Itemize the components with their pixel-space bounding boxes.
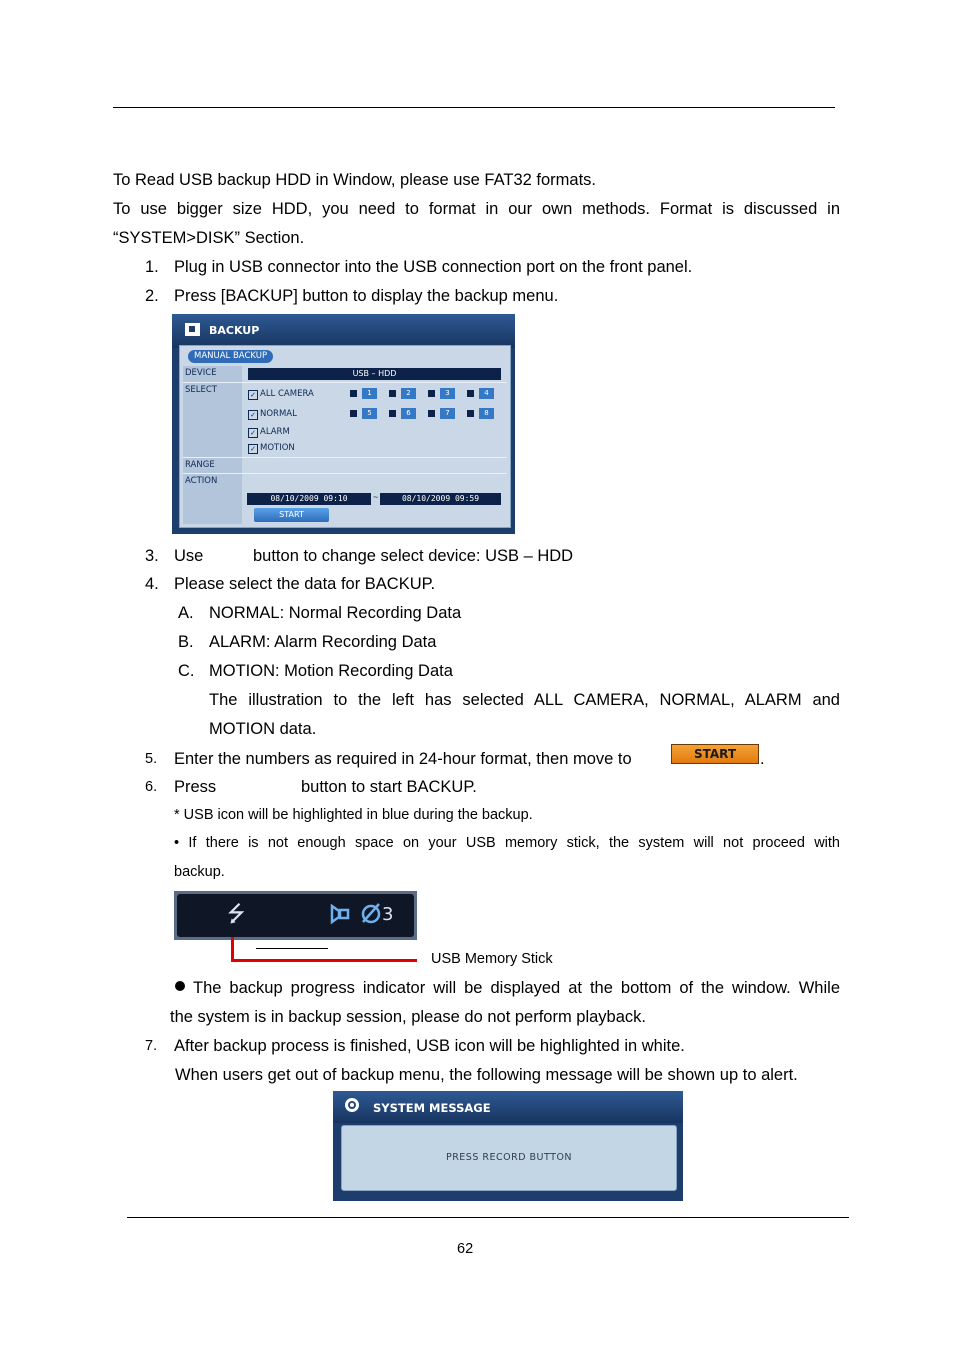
alarm-icon (359, 900, 383, 932)
alarm-glyph (359, 900, 383, 926)
header-rule (113, 107, 835, 108)
checkbox-square (428, 390, 435, 397)
step-5-text: Enter the numbers as required in 24-hour format, then move to (174, 750, 632, 768)
camera-7-toggle[interactable] (428, 408, 455, 419)
sub-item-a-text: NORMAL: Normal Recording Data (209, 604, 462, 622)
all-camera-label: ALL CAMERA (260, 389, 314, 399)
intro-line-2b: “SYSTEM>DISK” Section. (113, 229, 305, 247)
step-1-number: 1. (145, 258, 159, 276)
system-message-text: PRESS RECORD BUTTON (445, 1152, 573, 1163)
step-4-text: Please select the data for BACKUP. (174, 575, 436, 593)
system-message-screenshot (333, 1091, 683, 1201)
camera-2-toggle[interactable] (389, 388, 416, 399)
speaker-glyph (330, 902, 352, 926)
alarm-label: ALARM (260, 427, 290, 437)
check-icon: ✓ (248, 428, 258, 438)
motion-label: MOTION (260, 443, 295, 453)
divider (183, 457, 507, 458)
manual-backup-tab[interactable]: MANUAL BACKUP (188, 350, 273, 363)
check-icon: ✓ (248, 390, 258, 400)
check-icon: ✓ (248, 410, 258, 420)
usb-icon: ⭍ (227, 901, 246, 926)
checkbox-square (350, 390, 357, 397)
step-7-text: After backup process is finished, USB icon will be highlighted in white. (174, 1037, 685, 1055)
camera-number: 4 (479, 388, 494, 399)
divider (183, 382, 507, 383)
camera-4-toggle[interactable] (467, 388, 494, 399)
step-4-number: 4. (145, 575, 159, 593)
bullet-dot (175, 981, 185, 991)
note-usb-blue: * USB icon will be highlighted in blue during the backup. (174, 807, 533, 823)
step-5-period: . (760, 750, 765, 768)
normal-label: NORMAL (260, 409, 297, 419)
checkbox-square (428, 410, 435, 417)
camera-number: 1 (362, 388, 377, 399)
step-1-text: Plug in USB connector into the USB connection port on the front panel. (174, 258, 693, 276)
step-3-number: 3. (145, 547, 159, 565)
sub-item-c-text: MOTION: Motion Recording Data (209, 662, 453, 680)
sub-item-a-letter: A. (178, 604, 194, 622)
range-separator: ~ (373, 492, 379, 502)
step-6-text-b: button to start BACKUP. (301, 778, 477, 796)
step-2-text: Press [BACKUP] button to display the backup menu. (174, 287, 559, 305)
callout-underline (256, 948, 328, 949)
check-icon: ✓ (248, 444, 258, 454)
status-bar-screenshot (174, 891, 417, 940)
motion-checkbox[interactable] (248, 443, 295, 454)
all-camera-checkbox[interactable] (248, 389, 314, 400)
backup-start-button[interactable]: START (254, 508, 329, 522)
speaker-icon (330, 902, 352, 932)
backup-icon (185, 323, 200, 336)
step-7-number: 7. (145, 1038, 158, 1054)
system-message-title-bar (333, 1091, 683, 1123)
step-3-text: Use (174, 547, 204, 565)
checkbox-square (389, 410, 396, 417)
camera-1-toggle[interactable] (350, 388, 377, 399)
system-message-title: SYSTEM MESSAGE (373, 1101, 491, 1115)
footer-rule (127, 1217, 849, 1218)
camera-number: 2 (401, 388, 416, 399)
status-bar-inner (177, 894, 414, 937)
backup-title-bar (172, 314, 515, 348)
callout-label: USB Memory Stick (431, 951, 553, 967)
sub-item-b-text: ALARM: Alarm Recording Data (209, 633, 437, 651)
backup-panel (179, 345, 511, 528)
backup-menu-screenshot (172, 314, 515, 534)
alarm-count: 3 (382, 904, 394, 925)
record-icon (345, 1098, 359, 1112)
alarm-checkbox[interactable] (248, 427, 290, 438)
camera-number: 5 (362, 408, 377, 419)
select-label: SELECT (185, 385, 217, 395)
bullet-line-2: the system is in backup session, please do not perform playback. (170, 1008, 646, 1026)
action-label: ACTION (185, 476, 218, 486)
illustration-note-b: MOTION data. (209, 720, 317, 738)
device-select[interactable]: USB – HDD (248, 368, 501, 380)
checkbox-square (389, 390, 396, 397)
camera-number: 8 (479, 408, 494, 419)
intro-line-2a: To use bigger size HDD, you need to format in our own methods. Format is discussed in (113, 200, 840, 218)
camera-3-toggle[interactable] (428, 388, 455, 399)
divider (183, 473, 507, 474)
checkbox-square (467, 410, 474, 417)
step-2-number: 2. (145, 287, 159, 305)
camera-number: 3 (440, 388, 455, 399)
range-label: RANGE (185, 460, 215, 470)
camera-6-toggle[interactable] (389, 408, 416, 419)
intro-line-1: To Read USB backup HDD in Window, please use FAT32 formats. (113, 171, 596, 189)
range-from-input[interactable]: 08/10/2009 09:10 (247, 493, 371, 505)
step-3-text-b: button to change select device: USB – HDD (253, 547, 574, 565)
step-6-number: 6. (145, 779, 158, 795)
page-number: 62 (457, 1241, 474, 1257)
device-label: DEVICE (185, 368, 217, 378)
note-space-b: backup. (174, 864, 225, 880)
step-5-number: 5. (145, 751, 158, 767)
illustration-note-a: The illustration to the left has selected ALL CAMERA, NORMAL, ALARM and (209, 691, 840, 709)
checkbox-square (350, 410, 357, 417)
note-space-a: • If there is not enough space on your USB memory stick, the system will not proceed with (174, 835, 840, 851)
bullet-line-1: The backup progress indicator will be displayed at the bottom of the window. While (193, 979, 840, 997)
sub-item-c-letter: C. (178, 662, 195, 680)
system-message-panel (341, 1125, 677, 1191)
start-button-image: START (671, 744, 759, 764)
normal-checkbox[interactable] (248, 409, 297, 420)
backup-title: BACKUP (209, 324, 260, 337)
range-to-input[interactable]: 08/10/2009 09:59 (380, 493, 501, 505)
step-6-text: Press (174, 778, 217, 796)
sub-item-b-letter: B. (178, 633, 194, 651)
camera-8-toggle[interactable] (467, 408, 494, 419)
camera-number: 7 (440, 408, 455, 419)
callout-line-horizontal (231, 959, 417, 962)
camera-5-toggle[interactable] (350, 408, 377, 419)
checkbox-square (467, 390, 474, 397)
camera-number: 6 (401, 408, 416, 419)
step-7-followup: When users get out of backup menu, the following message will be shown up to alert. (175, 1066, 798, 1084)
